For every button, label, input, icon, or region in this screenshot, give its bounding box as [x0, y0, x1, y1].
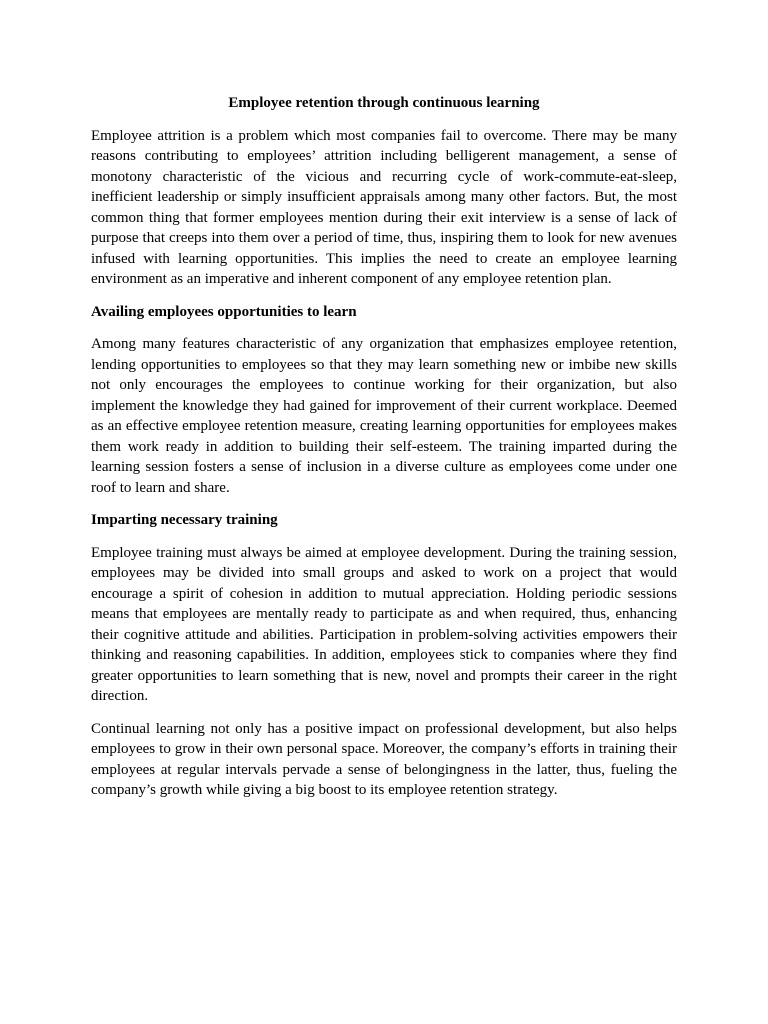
- document-title: Employee retention through continuous learning: [228, 95, 540, 111]
- intro-paragraph: Employee attrition is a problem which most companies fail to overcome. There may be many reasons contributing to employees’ attrition including belligerent management, a sense of monotony characteristic of the vicious and recurring cycle of work-commute-eat-sleep, inefficient leadership or simply insufficient appraisals among many other factors. But, the most common thing that former employees mention during their exit interview is a sense of lack of purpose that creeps into them over a period of time, thus, inspiring them to look for new avenues infused with learning opportunities. This implies the need to create an employee learning environment as an imperative and inherent component of any employee retention plan.: [91, 127, 677, 287]
- document-body: [91, 93, 677, 813]
- conclusion-paragraph: Continual learning not only has a positive impact on professional development, but also helps employees to grow in their own personal space. Moreover, the company’s efforts in training their employees at regular intervals pervade a sense of belongingness in the latter, thus, fueling the company’s growth while giving a big boost to its employee retention strategy.: [91, 720, 677, 798]
- section-paragraph-training: Employee training must always be aimed at employee development. During the training session, employees may be divided into small groups and asked to work on a project that would encourage a spirit of cohesion in addition to mutual appreciation. Holding periodic sessions means that employees are mentally ready to participate as and when required, thus, enhancing their cognitive attitude and abilities. Participation in problem-solving activities empowers their thinking and reasoning capabilities. In addition, employees stick to companies where they find greater opportunities to learn something that is new, novel and prompts their career in the right direction.: [91, 544, 677, 704]
- section-heading-learning-opportunities: Availing employees opportunities to learn: [91, 303, 357, 320]
- section-heading-training: Imparting necessary training: [91, 512, 278, 528]
- section-paragraph-learning-opportunities: Among many features characteristic of any organization that emphasizes employee retention, lending opportunities to employees so that they may learn something new or imbibe new skills not only encourages the employees to continue working for their organization, but also implement the knowledge they had gained for improvement of their current workplace. Deemed as an effective employee retention measure, creating learning opportunities for employees makes them work ready in addition to building their self-esteem. The training imparted during the learning session fosters a sense of inclusion in a diverse culture as employees come under one roof to learn and share.: [91, 336, 677, 496]
